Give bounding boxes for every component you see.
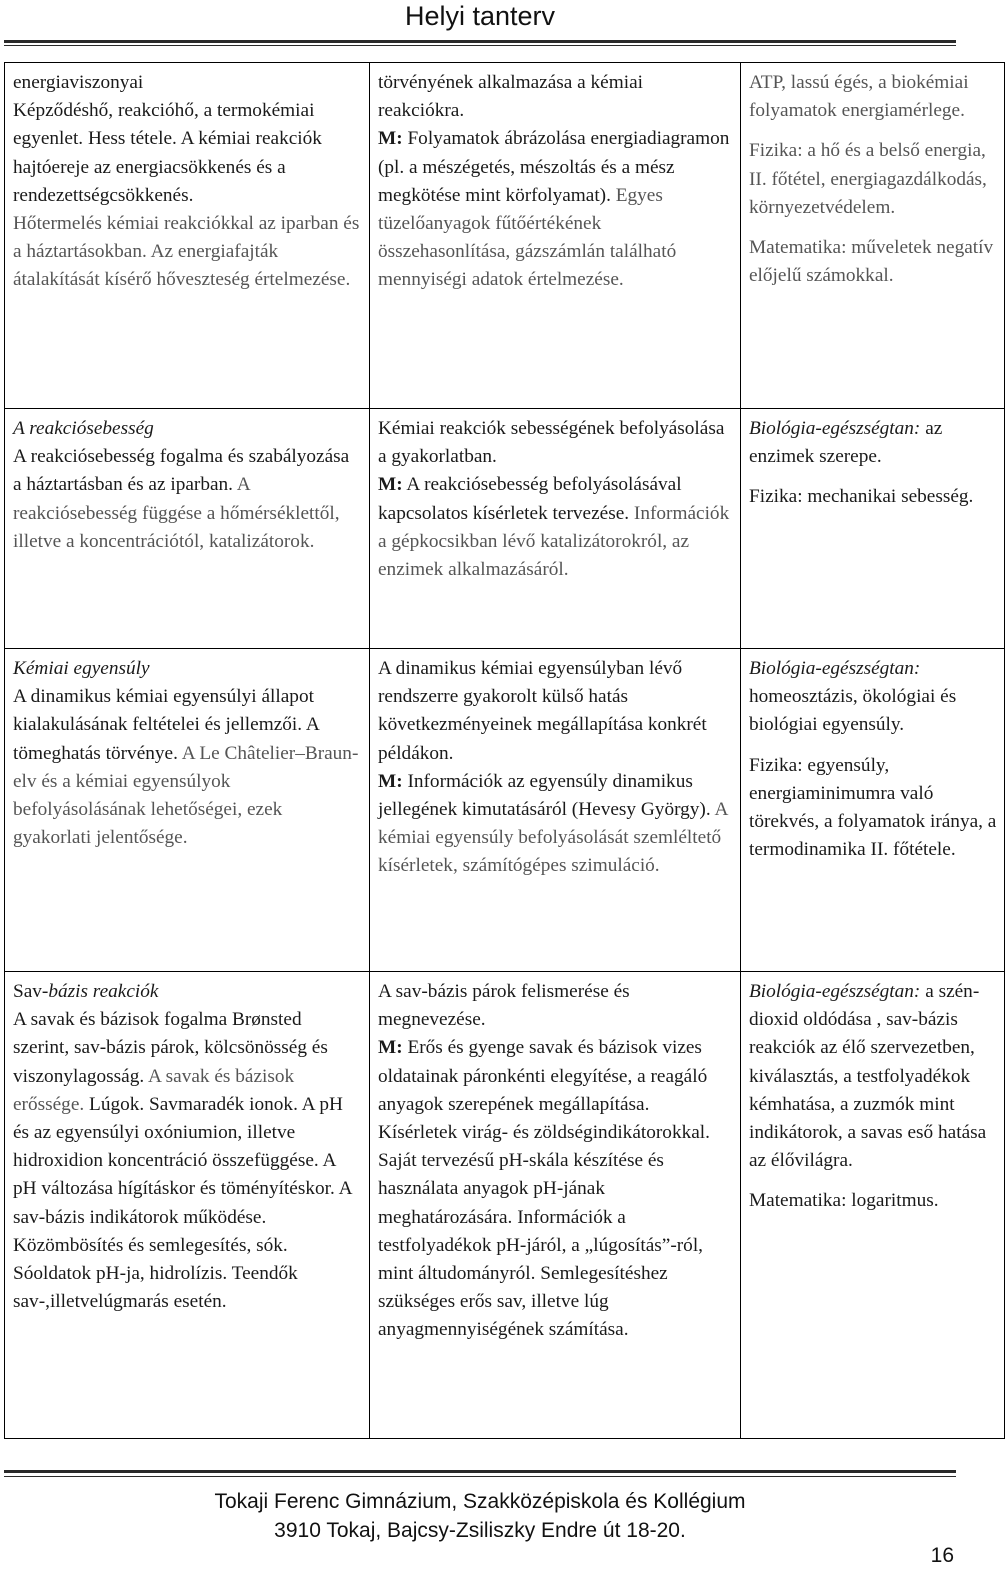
section-title: Kémiai egyensúly bbox=[13, 658, 150, 679]
content-text: A reakciósebesség fogalma és szabályozása a háztartásban és az iparban. bbox=[13, 446, 350, 496]
links-cell bbox=[741, 649, 1005, 972]
curriculum-table bbox=[4, 62, 1005, 1439]
content-text: A reakciósebesség függése a hőmérséklettől, illetve a koncentrációtól, katalizátorok. bbox=[13, 474, 340, 552]
link-subject-label: Biológia-egészségtan: bbox=[749, 418, 921, 439]
method-marker: M: bbox=[378, 770, 403, 792]
link-subject-label: Biológia-egészségtan: bbox=[749, 981, 921, 1002]
links-cell bbox=[741, 63, 1005, 409]
content-text: A tömeghatás törvénye. bbox=[13, 714, 319, 764]
footer-rule-thin bbox=[4, 1476, 956, 1477]
method-marker: M: bbox=[378, 128, 403, 150]
activity-text: Saját tervezésű pH-skála készítése és használata anyagok pH-jának meghatározására. bbox=[378, 1150, 664, 1228]
link-text: az enzimek szerepe. bbox=[749, 418, 943, 468]
content-cell bbox=[5, 972, 370, 1439]
link-subject-label: Matematika: bbox=[749, 1190, 847, 1212]
method-marker: M: bbox=[378, 1037, 403, 1059]
link-text: mechanikai sebesség. bbox=[807, 486, 974, 508]
footer-address: 3910 Tokaj, Bajcsy-Zsiliszky Endre út 18-20. bbox=[274, 1519, 686, 1542]
activity-text: A dinamikus kémiai egyensúlyban lévő rendszerre gyakorolt külső hatás következményeinek megállapítása konkrét példákon. bbox=[378, 658, 707, 764]
link-text: ATP, lassú égés, a biokémiai folyamatok energiamérlege. bbox=[749, 72, 969, 122]
link-text: homeosztázis, ökológiai és biológiai egyensúly. bbox=[749, 686, 957, 736]
link-subject-label: Fizika: bbox=[749, 140, 803, 162]
activity-text: Erős és gyenge savak és bázisok vizes oldatainak páronkénti elegyítése, a reagáló anyagok szerepének megállapítása. bbox=[378, 1037, 708, 1115]
activity-text: A reakciósebesség befolyásolásával kapcsolatos kísérletek tervezése. bbox=[378, 474, 682, 524]
activity-cell bbox=[370, 409, 741, 649]
content-text: Közömbösítés és semlegesítés, sók. Sóoldatok pH-ja, hidrolízis. Teendők sav-,illetvelúgmarás esetén. bbox=[13, 1234, 298, 1313]
content-text: Képződéshő, reakcióhő, a termokémiai egyenlet. Hess tétele. A kémiai reakciók hajtóereje az energiacsökkenés és a rendezettségcsökkenés. bbox=[13, 100, 322, 206]
link-subject-label: Matematika: bbox=[749, 237, 847, 259]
activity-text: Információk az egyensúly dinamikus jellegének kimutatásáról (Hevesy György). bbox=[378, 770, 711, 821]
activity-text: A kémiai egyensúly befolyásolását szemléltető kísérletek, számítógépes szimuláció. bbox=[378, 799, 728, 877]
content-text: A savak és bázisok fogalma Brønsted szerint, sav-bázis párok, kölcsönösség és viszonylagosság. bbox=[13, 1009, 328, 1087]
method-marker: M: bbox=[378, 474, 403, 496]
footer-rule bbox=[4, 1470, 956, 1473]
link-subject-label: Biológia-egészségtan: bbox=[749, 658, 921, 679]
activity-text: Kémiai reakciók sebességének befolyásolása a gyakorlatban. bbox=[378, 418, 725, 468]
links-cell bbox=[741, 409, 1005, 649]
link-text: a hő és a belső energia, II. főtétel, energiagazdálkodás, környezetvédelem. bbox=[749, 140, 987, 218]
table-row bbox=[5, 972, 1005, 1439]
activity-text: törvényének alkalmazása a kémiai reakciókra. bbox=[378, 72, 643, 122]
activity-cell bbox=[370, 972, 741, 1439]
content-cell bbox=[5, 409, 370, 649]
link-subject-label: Fizika: bbox=[749, 754, 803, 776]
content-text: A pH és az egyensúlyi oxóniumion, illetve hidroxidion koncentráció összefüggése. bbox=[13, 1093, 343, 1172]
content-text: Lúgok. Savmaradék ionok. bbox=[89, 1093, 298, 1115]
activity-text: A sav-bázis párok felismerése és megnevezése. bbox=[378, 981, 630, 1031]
table-row bbox=[5, 649, 1005, 972]
section-title: bázis reakciók bbox=[48, 981, 159, 1002]
link-text: műveletek negatív előjelű számokkal. bbox=[749, 237, 994, 287]
link-text: a szén-dioxid oldódása , sav-bázis reakciók az élő szervezetben, kiválasztás, a testfolyadékok kémhatása, a zuzmók mint indikátorok, a savas eső hatása az élővilágra. bbox=[749, 981, 987, 1172]
footer-school-name: Tokaji Ferenc Gimnázium, Szakközépiskola és Kollégium bbox=[214, 1490, 746, 1513]
content-cell bbox=[5, 63, 370, 409]
activity-text: Információk a gépkocsikban lévő katalizátorokról, az enzimek alkalmazásáról. bbox=[378, 502, 730, 581]
content-text: A savak és bázisok erőssége. bbox=[13, 1065, 295, 1115]
content-text: energiaviszonyai bbox=[13, 72, 144, 93]
activity-cell bbox=[370, 649, 741, 972]
content-text: A Le Châtelier–Braun-elv és a kémiai egyensúlyok befolyásolásának lehetőségei, ezek gyakorlati jelentősége. bbox=[13, 742, 359, 849]
activity-text: Folyamatok ábrázolása energiadiagramon (pl. a mészégetés, mészoltás és a mész megkötése mint körfolyamat). bbox=[378, 128, 730, 206]
activity-text: Kísérletek virág- és zöldségindikátorokkal. bbox=[378, 1122, 710, 1144]
activity-text: Információk a testfolyadékok pH-járól, a „lúgosítás”-ról, mint áltudományról. bbox=[378, 1206, 704, 1285]
header-rule-thin bbox=[4, 45, 956, 46]
content-cell bbox=[5, 649, 370, 972]
page-header-title: Helyi tanterv bbox=[404, 1, 556, 31]
content-text: A pH változása hígításkor és töményítéskor. bbox=[13, 1150, 336, 1200]
link-text: egyensúly, energiaminimumra való törekvés, a folyamatok iránya, a termodinamika II. főtétele. bbox=[749, 754, 997, 861]
link-text: logaritmus. bbox=[851, 1190, 939, 1212]
activity-text: Semlegesítéshez szükséges erős sav, illetve lúg anyagmennyiségének számítása. bbox=[378, 1263, 668, 1341]
content-text: A dinamikus kémiai egyensúlyi állapot kialakulásának feltételei és jellemzői. bbox=[13, 686, 314, 736]
section-title: A reakciósebesség bbox=[13, 418, 154, 439]
table-row bbox=[5, 409, 1005, 649]
links-cell bbox=[741, 972, 1005, 1439]
link-subject-label: Fizika: bbox=[749, 486, 803, 508]
page-number: 16 bbox=[930, 1544, 954, 1567]
activity-text: Egyes tüzelőanyagok fűtőértékének összehasonlítása, gázszámlán található mennyiségi adatok értelmezése. bbox=[378, 184, 677, 291]
activity-cell bbox=[370, 63, 741, 409]
table-row bbox=[5, 63, 1005, 409]
content-text: Hőtermelés kémiai reakciókkal az iparban és a háztartásokban. Az energiafajták átalakítását kísérő hőveszteség értelmezése. bbox=[13, 213, 360, 291]
content-text: A sav-bázis indikátorok működése. bbox=[13, 1178, 352, 1228]
header-rule bbox=[4, 40, 956, 43]
section-title-prefix: Sav- bbox=[13, 981, 49, 1002]
